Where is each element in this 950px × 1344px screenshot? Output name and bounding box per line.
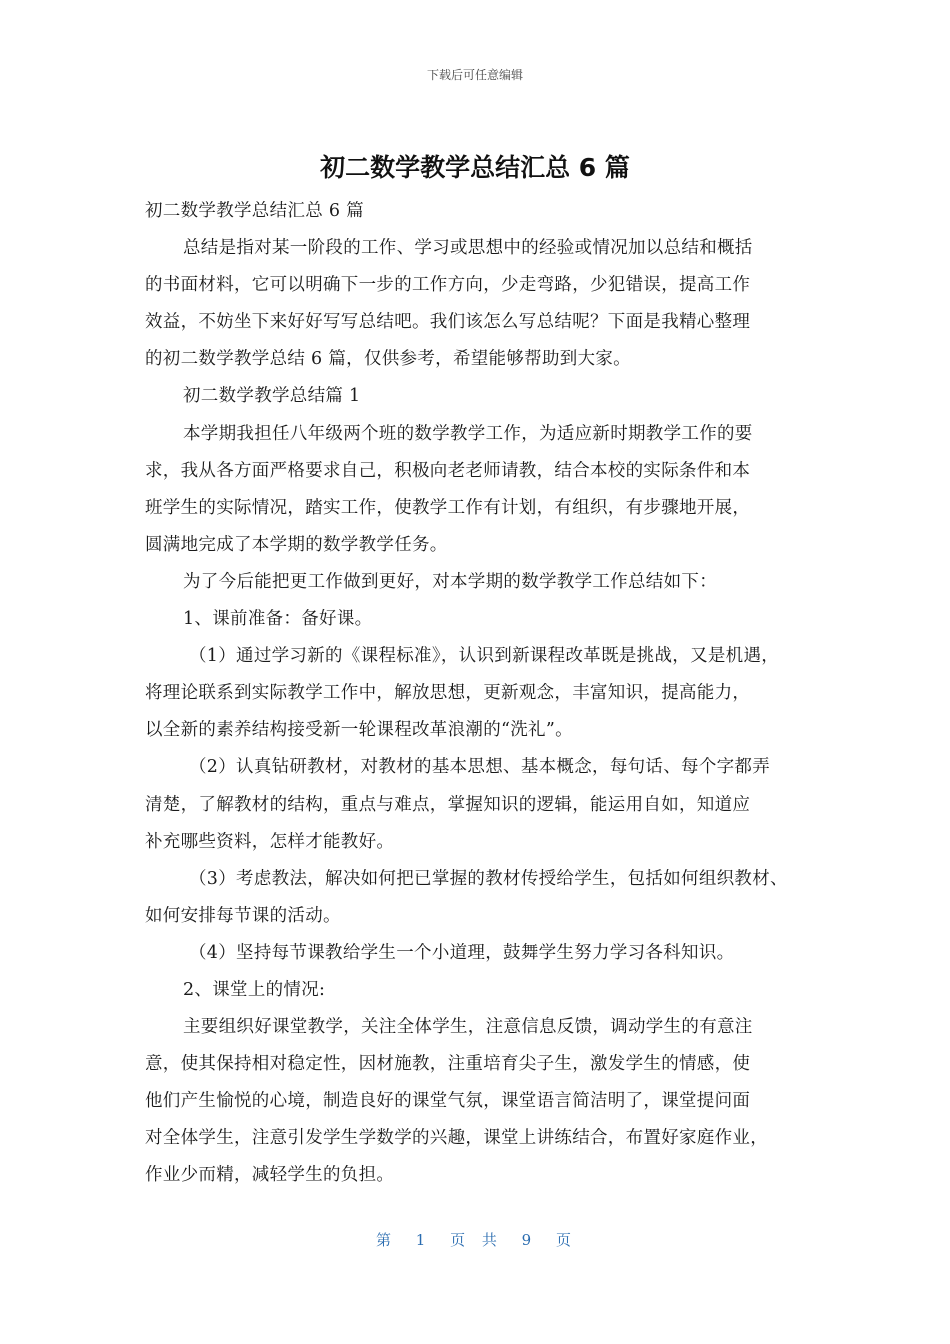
- document-title: 初二数学教学总结汇总 6 篇: [320, 153, 630, 182]
- paragraph-line: 对全体学生，注意引发学生学数学的兴趣，课堂上讲练结合，布置好家庭作业，: [145, 1128, 768, 1149]
- footer-label-end: 页: [556, 1231, 575, 1249]
- page-footer: [0, 1229, 950, 1250]
- paragraph-line: 圆满地完成了本学期的数学教学任务。: [145, 534, 448, 555]
- list-item-line: 清楚，了解教材的结构，重点与难点，掌握知识的逻辑，能运用自如，知道应: [145, 794, 751, 815]
- list-heading: 2、课堂上的情况:: [183, 979, 326, 1000]
- paragraph-line: 的书面材料，它可以明确下一步的工作方向，少走弯路，少犯错误，提高工作: [145, 275, 751, 296]
- paragraph-line: 他们产生愉悦的心境，制造良好的课堂气氛，课堂语言简洁明了，课堂提问面: [145, 1091, 751, 1112]
- subtitle-line: 初二数学教学总结汇总 6 篇: [145, 201, 364, 221]
- footer-label-of: 页 共: [450, 1231, 500, 1249]
- list-item-line: 将理论联系到实际教学工作中，解放思想，更新观念，丰富知识，提高能力，: [145, 683, 751, 704]
- paragraph-line: 总结是指对某一阶段的工作、学习或思想中的经验或情况加以总结和概括: [183, 238, 753, 259]
- list-item-line: （4）坚持每节课教给学生一个小道理，鼓舞学生努力学习各科知识。: [189, 942, 735, 963]
- list-item-line: （1）通过学习新的《课程标准》，认识到新课程改革既是挑战，又是机遇，: [189, 646, 780, 667]
- paragraph-line: 作业少而精，减轻学生的负担。: [145, 1165, 395, 1186]
- paragraph-line: 求，我从各方面严格要求自己，积极向老老师请教，结合本校的实际条件和本: [145, 460, 751, 481]
- list-item-line: 补充哪些资料，怎样才能教好。: [145, 831, 395, 852]
- header-note: 下载后可任意编辑: [426, 68, 523, 82]
- paragraph-line: 为了今后能把更工作做到更好，对本学期的数学教学工作总结如下：: [183, 571, 717, 592]
- list-heading: 1、课前准备：备好课。: [183, 609, 373, 630]
- list-item-line: （2）认真钻研教材，对教材的基本思想、基本概念，每句话、每个字都弄: [189, 757, 771, 778]
- list-item-line: （3）考虑教法，解决如何把已掌握的教材传授给学生，包括如何组织教材、: [189, 868, 788, 889]
- document-body: [145, 193, 820, 1195]
- section-heading: 初二数学教学总结篇 1: [183, 386, 361, 407]
- footer-label-page: 第: [375, 1231, 394, 1249]
- footer-total-pages: 9: [521, 1231, 535, 1249]
- paragraph-line: 本学期我担任八年级两个班的数学教学工作，为适应新时期教学工作的要: [183, 423, 753, 444]
- list-item-line: 以全新的素养结构接受新一轮课程改革浪潮的“洗礼”。: [145, 720, 573, 741]
- list-item-line: 如何安排每节课的活动。: [145, 905, 341, 926]
- paragraph-line: 的初二数学教学总结 6 篇，仅供参考，希望能够帮助到大家。: [145, 349, 631, 370]
- paragraph-line: 效益，不妨坐下来好好写写总结吧。我们该怎么写总结呢？下面是我精心整理: [145, 312, 751, 333]
- paragraph-line: 主要组织好课堂教学，关注全体学生，注意信息反馈，调动学生的有意注: [183, 1017, 753, 1038]
- paragraph-line: 班学生的实际情况，踏实工作，使教学工作有计划，有组织，有步骤地开展，: [145, 497, 751, 518]
- footer-current-page: 1: [415, 1231, 429, 1249]
- paragraph-line: 意，使其保持相对稳定性，因材施教，注重培育尖子生，激发学生的情感，使: [145, 1054, 751, 1075]
